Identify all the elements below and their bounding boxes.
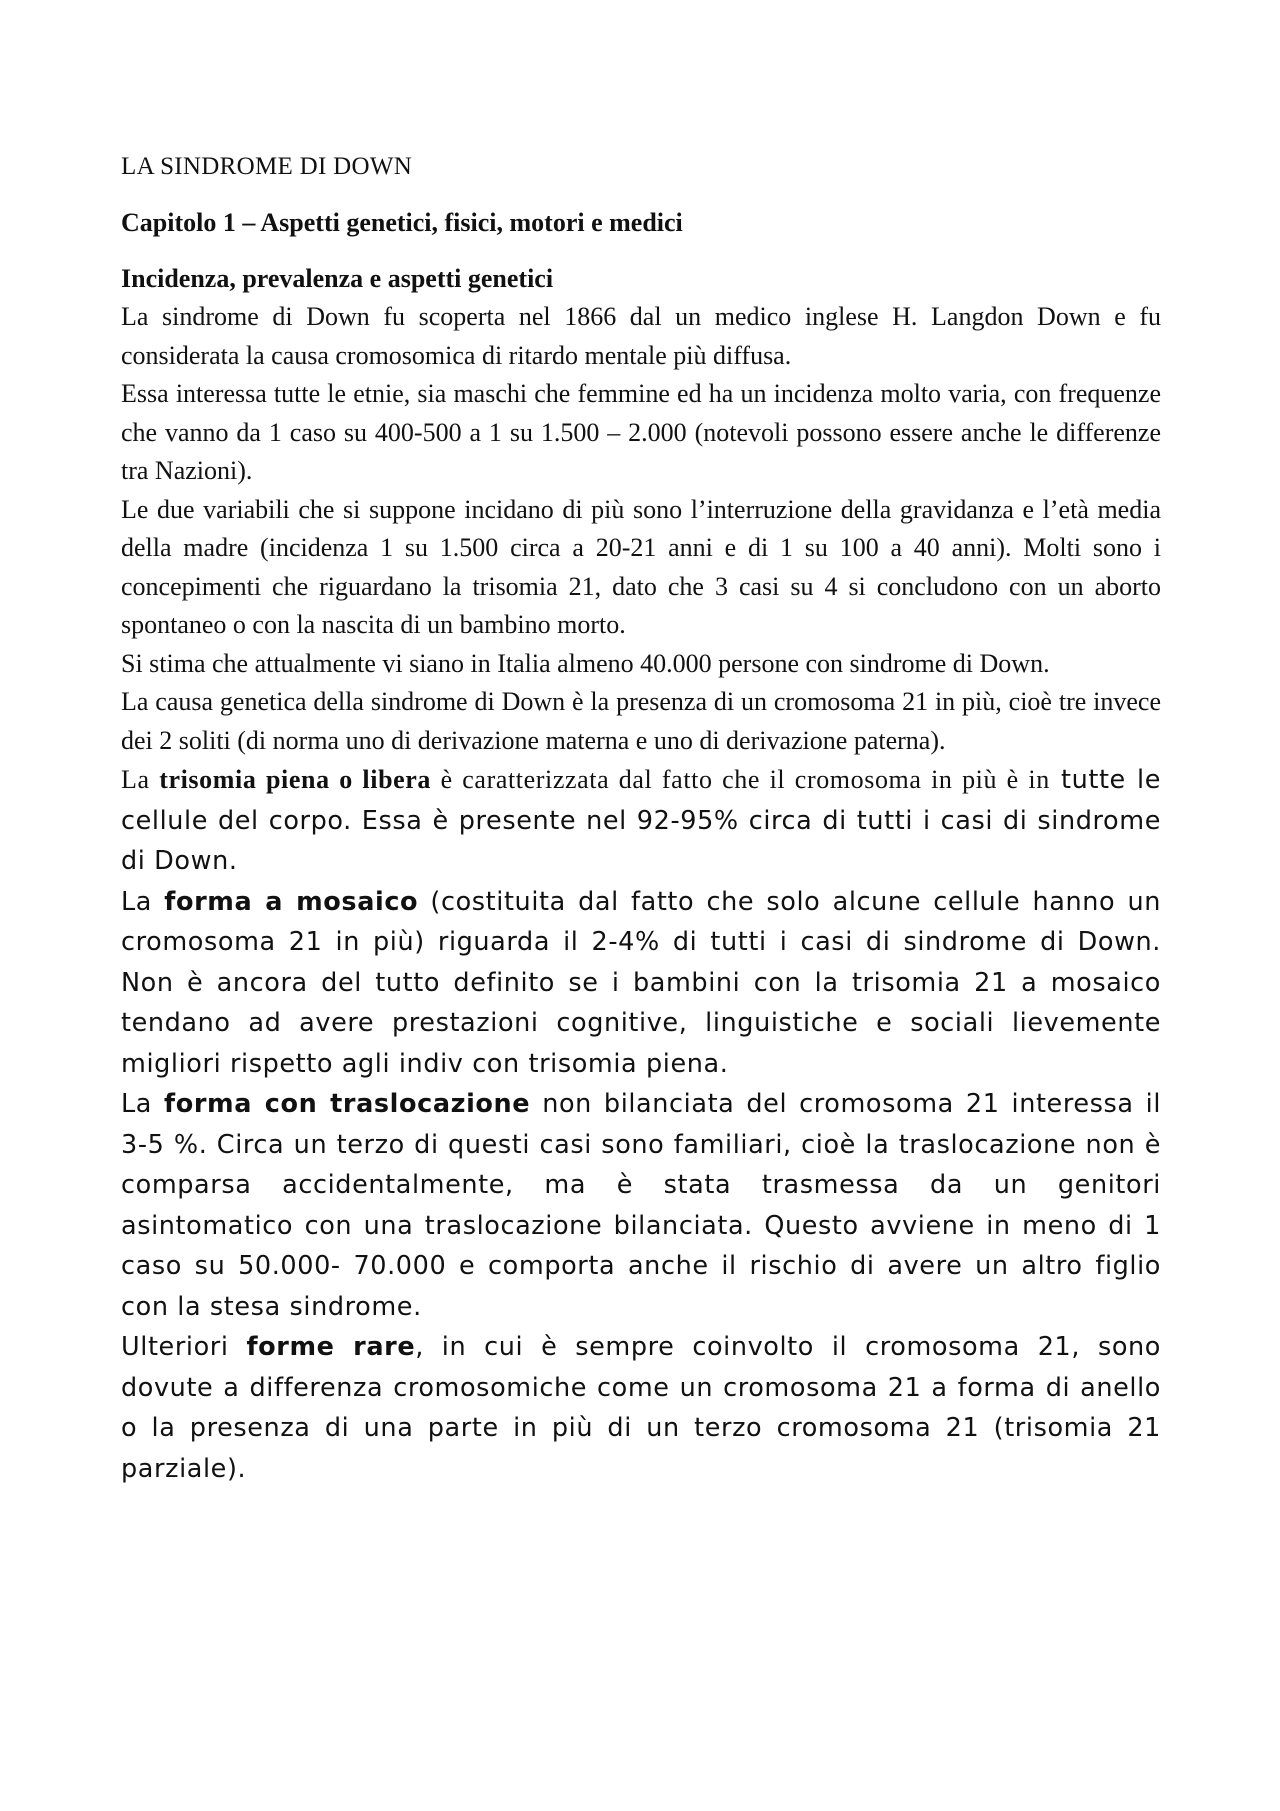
mosaic-text: (costituita dal fatto che solo alcune cellule hanno un cromosoma 21 in più) riguarda il 2-4% di tutti i casi di sindrome di Down. Non è ancora del tutto definito se i bambini con la trisomia 21 a mosaico tendano ad avere prestazioni cognitive, linguistiche e sociali lievemente migliori rispetto agli indiv con trisomia piena. [121, 886, 1161, 1079]
section-heading: Incidenza, prevalenza e aspetti genetici [121, 264, 554, 293]
translocation-text: non bilanciata del cromosoma 21 interessa il 3-5 %. Circa un terzo di questi casi sono familiari, cioè la traslocazione non è comparsa accidentalmente, ma è stata trasmessa da un genitori asintomatico con una traslocazione bilanciata. Questo avviene in meno di 1 caso su 50.000- 70.000 e comporta anche il rischio di avere un altro figlio con la stesa sindrome. [121, 1089, 1162, 1322]
full-trisomy-term: trisomia piena o libera [159, 765, 432, 794]
rare-forms-lead: Ulteriori [121, 1332, 247, 1362]
paragraph-italy-estimate: Si stima che attualmente vi siano in Italia almeno 40.000 persone con sindrome di Down. [121, 648, 1050, 678]
full-trisomy-intro [121, 765, 1050, 794]
mosaic-term: forma a mosaico [164, 886, 419, 917]
document-title: LA SINDROME DI DOWN [121, 153, 413, 180]
chapter-heading: Capitolo 1 – Aspetti genetici, fisici, motori e medici [121, 208, 683, 237]
full-trisomy-sans-text: tutte le cellule del corpo. Essa è presente nel 92-95% circa di tutti i casi di sindrome di Down. [121, 765, 1161, 876]
paragraph-rare-forms [121, 1327, 1161, 1489]
paragraph-mosaic [121, 882, 1161, 1085]
document-page [121, 148, 1161, 1489]
rare-forms-term: forme rare [246, 1332, 416, 1362]
paragraph-incidence: Essa interessa tutte le etnie, sia maschi che femmine ed ha un incidenza molto varia, con frequenze che vanno da 1 caso su 400-500 a 1 su 1.500 – 2.000 (notevoli possono essere anche le differenze tra Nazioni). [121, 379, 1161, 485]
paragraph-translocation [121, 1084, 1161, 1327]
full-trisomy-lead: La [121, 765, 160, 794]
paragraph-discovery: La sindrome di Down fu scoperta nel 1866 dal un medico inglese H. Langdon Down e fu considerata la causa cromosomica di ritardo mentale più diffusa. [121, 302, 1161, 370]
paragraph-full-trisomy [121, 760, 1161, 882]
rare-forms-text: , in cui è sempre coinvolto il cromosoma 21, sono dovute a differenza cromosomiche come un cromosoma 21 a forma di anello o la presenza di una parte in più di un terzo cromosoma 21 (trisomia 21 parziale). [121, 1332, 1161, 1484]
paragraph-genetic-cause: La causa genetica della sindrome di Down è la presenza di un cromosoma 21 in più, cioè tre invece dei 2 soliti (di norma uno di derivazione materna e uno di derivazione paterna). [121, 687, 1161, 755]
paragraph-variables: Le due variabili che si suppone incidano di più sono l’interruzione della gravidanza e l’età media della madre (incidenza 1 su 1.500 circa a 20-21 anni e di 1 su 100 a 40 anni). Molti sono i concepimenti che riguardano la trisomia 21, dato che 3 casi su 4 si concludono con un aborto spontaneo o con la nascita di un bambino morto. [121, 494, 1161, 639]
mosaic-lead: La [121, 886, 165, 917]
full-trisomy-serif-text: è caratterizzata dal fatto che il cromosoma in più è in [431, 765, 1050, 794]
translocation-term: forma con traslocazione [164, 1089, 531, 1119]
translocation-lead: La [121, 1089, 165, 1119]
